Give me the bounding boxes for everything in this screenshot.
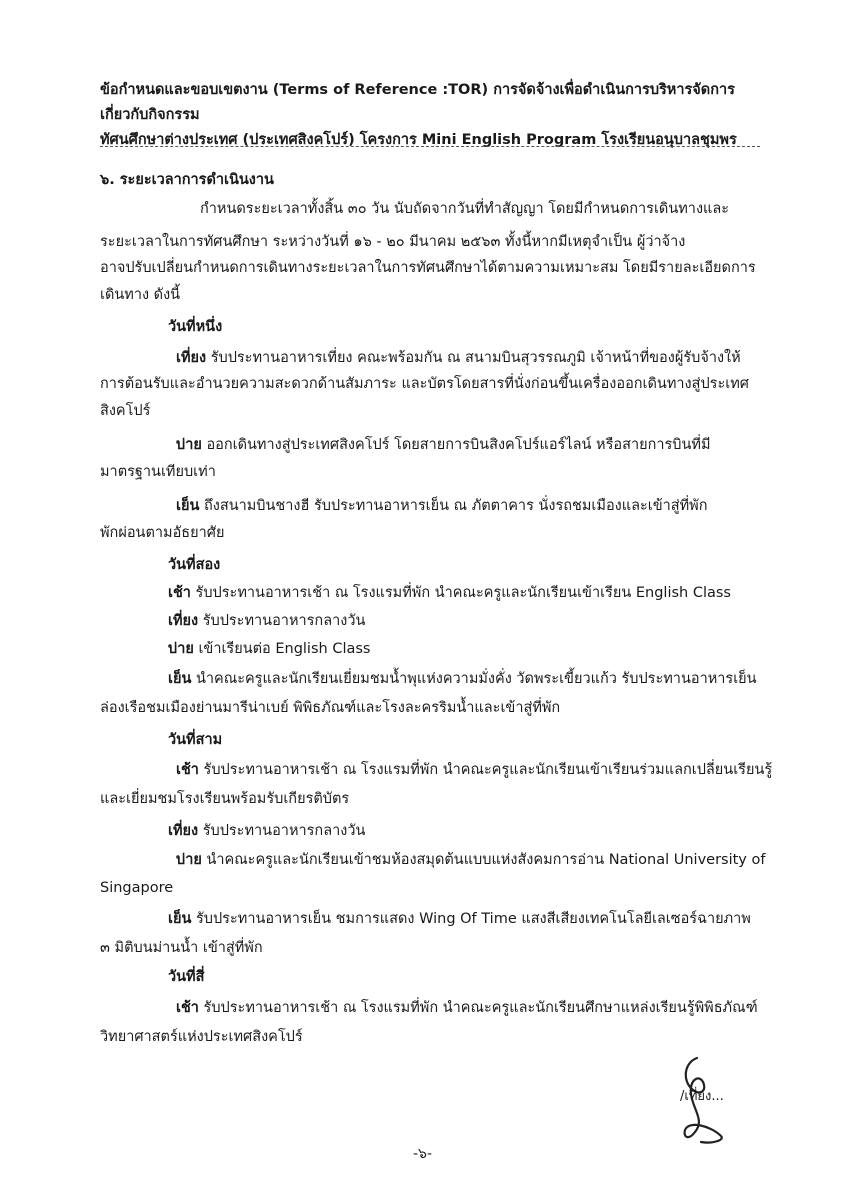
time-label: เช้า	[176, 762, 199, 778]
schedule-text: เข้าเรียนต่อ English Class	[193, 641, 371, 657]
schedule-line: และเยี่ยมชมโรงเรียนพร้อมรับเกียรติบัตร	[100, 791, 350, 807]
schedule-text: รับประทานอาหารกลางวัน	[198, 823, 366, 839]
time-label: เช้า	[176, 1000, 199, 1016]
schedule-line	[168, 582, 731, 604]
schedule-line: การต้อนรับและอำนวยความสะดวกด้านสัมภาระ และบัตรโดยสารที่นั่งก่อนขึ้นเครื่องออกเดินทางสู่ประเทศ	[100, 376, 749, 392]
time-label: เที่ยง	[176, 350, 207, 366]
schedule-text: นำคณะครูและนักเรียนเข้าชมห้องสมุดต้นแบบแห่งสังคมการอ่าน National University of	[201, 852, 766, 868]
schedule-line	[168, 610, 365, 632]
time-label: เย็น	[168, 671, 192, 687]
schedule-line: Singapore	[100, 880, 174, 896]
schedule-line: ล่องเรือชมเมืองย่านมารีน่าเบย์ พิพิธภัณฑ์และโรงละครริมน้ำและเข้าสู่ที่พัก	[100, 700, 561, 716]
schedule-line	[176, 759, 772, 781]
day-heading: วันที่หนึ่ง	[168, 319, 223, 335]
time-label: เย็น	[168, 911, 192, 927]
schedule-text: รับประทานอาหารเที่ยง คณะพร้อมกัน ณ สนามบินสุวรรณภูมิ เจ้าหน้าที่ของผู้รับจ้างให้	[206, 350, 741, 366]
section-title: ๖. ระยะเวลาการดำเนินงาน	[100, 172, 274, 188]
schedule-line	[168, 820, 365, 842]
day-heading: วันที่สาม	[168, 732, 223, 748]
day-heading: วันที่สี่	[168, 969, 205, 985]
time-label: เที่ยง	[168, 613, 199, 629]
schedule-line	[176, 849, 765, 871]
page-number: -๖-	[413, 1146, 432, 1162]
schedule-line: สิงคโปร์	[100, 403, 151, 419]
time-label: เย็น	[176, 498, 200, 514]
dashed-divider	[100, 146, 760, 147]
continuation-note: /เที่ยง...	[680, 1089, 724, 1104]
schedule-text: รับประทานอาหารกลางวัน	[198, 613, 366, 629]
schedule-line	[168, 908, 751, 930]
schedule-text: ถึงสนามบินชางฮี รับประทานอาหารเย็น ณ ภัตตาคาร นั่งรถชมเมืองและเข้าสู่ที่พัก	[199, 498, 708, 514]
intro-line: ระยะเวลาในการทัศนศึกษา ระหว่างวันที่ ๑๖ - ๒๐ มีนาคม ๒๕๖๓ ทั้งนี้หากมีเหตุจำเป็น ผู้ว่าจ้าง	[100, 234, 686, 250]
schedule-text: นำคณะครูและนักเรียนเยี่ยมชมน้ำพุแห่งความมั่งคั่ง วัดพระเขี้ยวแก้ว รับประทานอาหารเย็น	[191, 671, 757, 687]
schedule-line: วิทยาศาสตร์แห่งประเทศสิงคโปร์	[100, 1029, 303, 1045]
schedule-line: มาตรฐานเทียบเท่า	[100, 464, 216, 480]
schedule-line: พักผ่อนตามอัธยาศัย	[100, 525, 225, 541]
schedule-line	[176, 495, 708, 517]
schedule-line	[168, 638, 370, 660]
schedule-line	[176, 347, 741, 369]
intro-line: เดินทาง ดังนี้	[100, 287, 181, 303]
schedule-text: รับประทานอาหารเช้า ณ โรงแรมที่พัก นำคณะครูและนักเรียนศึกษาแหล่งเรียนรู้พิพิธภัณฑ์	[198, 1000, 758, 1016]
schedule-line	[176, 434, 711, 456]
time-label: เช้า	[168, 585, 191, 601]
schedule-line: ๓ มิติบนม่านน้ำ เข้าสู่ที่พัก	[100, 940, 263, 956]
schedule-line	[168, 668, 757, 690]
header-line-1: ข้อกำหนดและขอบเขตงาน (Terms of Reference :TOR) การจัดจ้างเพื่อดำเนินการบริหารจัดการเกี่ยวกับกิจกรรม	[100, 82, 735, 123]
time-label: บ่าย	[176, 437, 202, 453]
time-label: บ่าย	[176, 852, 202, 868]
header-line-2: ทัศนศึกษาต่างประเทศ (ประเทศสิงคโปร์) โครงการ Mini English Program โรงเรียนอนุบาลชุมพร	[100, 132, 737, 148]
time-label: เที่ยง	[168, 823, 199, 839]
schedule-text: รับประทานอาหารเช้า ณ โรงแรมที่พัก นำคณะครูและนักเรียนเข้าเรียน English Class	[190, 585, 731, 601]
day-heading: วันที่สอง	[168, 557, 221, 573]
time-label: บ่าย	[168, 641, 194, 657]
schedule-text: รับประทานอาหารเช้า ณ โรงแรมที่พัก นำคณะครูและนักเรียนเข้าเรียนร่วมแลกเปลี่ยนเรียนรู้	[198, 762, 773, 778]
intro-line: กำหนดระยะเวลาทั้งสิ้น ๓๐ วัน นับถัดจากวันที่ทำสัญญา โดยมีกำหนดการเดินทางและ	[200, 201, 730, 217]
schedule-text: ออกเดินทางสู่ประเทศสิงคโปร์ โดยสายการบินสิงคโปร์แอร์ไลน์ หรือสายการบินที่มี	[201, 437, 711, 453]
intro-line: อาจปรับเปลี่ยนกำหนดการเดินทางระยะเวลาในการทัศนศึกษาได้ตามความเหมาะสม โดยมีรายละเอียดการ	[100, 260, 756, 276]
schedule-text: รับประทานอาหารเย็น ชมการแสดง Wing Of Time แสงสีเสียงเทคโนโลยีเลเซอร์ฉายภาพ	[191, 911, 751, 927]
document-header	[100, 78, 765, 153]
schedule-line	[176, 997, 758, 1019]
